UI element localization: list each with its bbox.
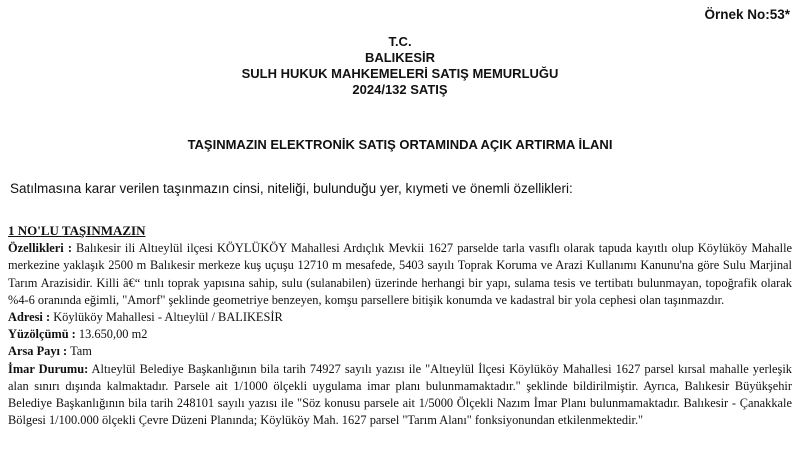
share-text: Tam — [67, 344, 92, 359]
share-label: Arsa Payı : — [8, 344, 68, 359]
address-paragraph — [8, 309, 792, 326]
zoning-paragraph — [8, 361, 792, 430]
area-paragraph — [8, 326, 792, 343]
zoning-label: İmar Durumu: — [8, 361, 89, 376]
document-header — [0, 34, 800, 98]
share-paragraph — [8, 343, 792, 360]
features-paragraph — [8, 240, 792, 309]
area-text: 13.650,00 m2 — [75, 327, 148, 342]
header-line-case: 2024/132 SATIŞ — [352, 82, 448, 97]
header-line-city: BALIKESİR — [364, 50, 436, 65]
intro-text: Satılmasına karar verilen taşınmazın cinsi, niteliği, bulunduğu yer, kıymeti ve önemli özellikleri: — [10, 181, 573, 196]
property-title: 1 NO'LU TAŞINMAZIN — [8, 223, 146, 238]
header-line-office: SULH HUKUK MAHKEMELERİ SATIŞ MEMURLUĞU — [241, 66, 559, 81]
header-line-tc: T.C. — [388, 34, 412, 49]
features-label: Özellikleri : — [8, 241, 72, 256]
area-label: Yüzölçümü : — [8, 327, 76, 342]
property-details — [8, 222, 792, 429]
zoning-text: Altıeylül Belediye Başkanlığının bila tarih 74927 sayılı yazısı ile "Altıeylül İlçesi Köylüköy Mahallesi 1627 parsel kırsal mahalle yerleşik alan sınırı dışında kalmaktadır. Parsele ait 1/1000 ölçekli uygulama imar planı bulunmamaktadır." şeklinde bildirilmiştir. Ayrıca, Balıkesir Büyükşehir Belediye Başkanlığının bila tarih 248101 sayılı yazısı ile "Söz konusu parsele ait 1/5000 Ölçekli Nazım İmar Planı bulunmamaktadır. Balıkesir - Çanakkale Bölgesi 1/100.000 ölçekli Çevre Düzeni Planında; Köylüköy Mah. 1627 parsel "Tarım Alanı" fonksiyonundan etkilenmektedir." — [8, 361, 793, 428]
address-text: Köylüköy Mahallesi - Altıeylül / BALIKESİR — [50, 310, 283, 325]
address-label: Adresi : — [8, 310, 51, 325]
features-text: Balıkesir ili Altıeylül ilçesi KÖYLÜKÖY Mahallesi Ardıçlık Mevkii 1627 parselde tarla vasıflı olarak tapuda kayıtlı olup Köylüköy Mahalle merkezine yaklaşık 2500 m Balıkesir merkeze kuş uçuşu 12710 m mesafede, 5403 sayılı Toprak Koruma ve Arazi Kullanımı Kanunu'na göre Sulu Marjinal Tarım Arazisidir. Killi â€“ tınlı toprak yapısına sahip, sulu (sulanabilen) üzerinde herhangi bir yapı, sulama tesis ve tertibatı bulunmayan, topoğrafik olarak %4-6 oranında eğimli, "Amorf" şeklinde geometriye benzeyen, komşu parsellere bitişik konumda ve kadastral bir yola cephesi olan taşınmazdır. — [8, 241, 793, 307]
notice-title: TAŞINMAZIN ELEKTRONİK SATIŞ ORTAMINDA AÇIK ARTIRMA İLANI — [187, 137, 613, 152]
sample-number: Örnek No:53* — [704, 7, 790, 22]
